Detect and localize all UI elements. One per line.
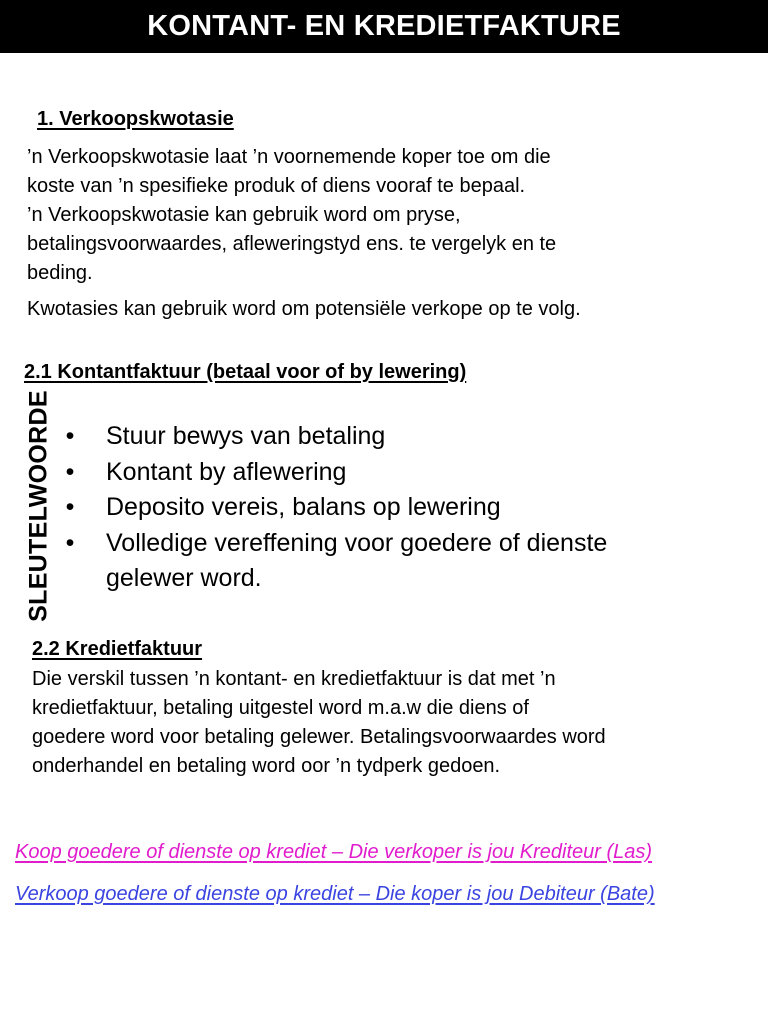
bullet-text: Stuur bewys van betaling bbox=[106, 422, 386, 450]
section22-line: goedere word voor betaling gelewer. Betalingsvoorwaardes word bbox=[32, 726, 606, 748]
bullet-text: Volledige vereffening voor goedere of dienste bbox=[106, 528, 608, 557]
page-title: KONTANT- EN KREDIETFAKTURE bbox=[147, 10, 621, 42]
section22-heading: 2.2 Kredietfaktuur bbox=[32, 638, 203, 660]
bullet-text: Kontant by aflewering bbox=[106, 457, 347, 486]
bullet-item bbox=[58, 490, 746, 526]
credit-sale-note bbox=[15, 883, 655, 906]
section1-extra bbox=[27, 295, 581, 324]
title-bar bbox=[0, 0, 768, 53]
bullet-icon: • bbox=[65, 528, 75, 557]
section1-line: koste van ’n spesifieke produk of diens vooraf te bepaal. bbox=[27, 175, 526, 197]
bullet-item bbox=[58, 526, 746, 597]
section21-heading: 2.1 Kontantfaktuur (betaal voor of by lewering) bbox=[24, 361, 467, 383]
section22-line: onderhandel en betaling word oor ’n tydperk gedoen. bbox=[32, 755, 501, 777]
section1-paragraph bbox=[27, 143, 556, 288]
bullet-item bbox=[58, 419, 746, 455]
section1-line: beding. bbox=[27, 262, 93, 284]
section22-line: kredietfaktuur, betaling uitgestel word m.a.w die diens of bbox=[32, 697, 529, 719]
credit-purchase-note-text: Koop goedere of dienste op krediet – Die verkoper is jou Krediteur (Las) bbox=[15, 841, 653, 863]
section22-line: Die verskil tussen ’n kontant- en kredietfaktuur is dat met ’n bbox=[32, 668, 556, 690]
bullet-text: Deposito vereis, balans op lewering bbox=[106, 493, 501, 521]
keywords-side-label-text: SLEUTELWOORDE bbox=[24, 389, 53, 622]
bullet-icon: • bbox=[65, 457, 75, 486]
section1-line: betalingsvoorwaardes, afleweringstyd ens. te vergelyk en te bbox=[27, 233, 557, 255]
credit-sale-note-text: Verkoop goedere of dienste op krediet – Die koper is jou Debiteur (Bate) bbox=[15, 883, 655, 905]
bullet-text-continuation: gelewer word. bbox=[106, 564, 262, 592]
bullet-icon: • bbox=[65, 422, 75, 450]
keywords-side-label bbox=[24, 389, 54, 622]
section1-line: ’n Verkoopskwotasie kan gebruik word om pryse, bbox=[27, 204, 461, 226]
section1-heading: 1. Verkoopskwotasie bbox=[37, 108, 234, 130]
section1-extra-line: Kwotasies kan gebruik word om potensiële verkope op te volg. bbox=[27, 298, 581, 320]
bullet-item bbox=[58, 455, 746, 491]
section22-paragraph bbox=[32, 665, 606, 781]
bullet-icon: • bbox=[65, 493, 75, 521]
section1-line: ’n Verkoopskwotasie laat ’n voornemende koper toe om die bbox=[27, 146, 551, 168]
keywords-bullet-list bbox=[58, 419, 746, 597]
credit-purchase-note bbox=[15, 841, 652, 864]
